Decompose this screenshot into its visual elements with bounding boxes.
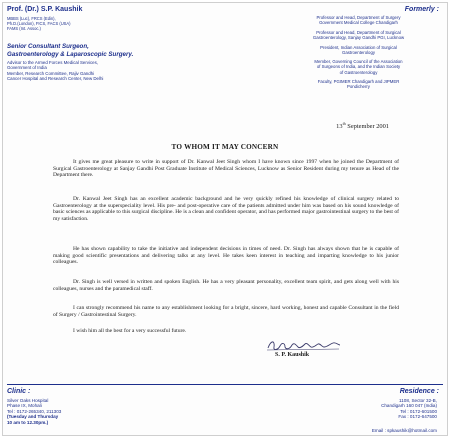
- former-position: [276, 59, 441, 74]
- clinic-label: Clinic :: [7, 388, 31, 395]
- former-position: [276, 30, 441, 40]
- former-line: of Gastroenterology: [339, 69, 378, 75]
- specialty-line: Senior Consultant Surgeon,: [7, 43, 89, 50]
- role-line: Advisor to the Armed Forces Medical Services,: [7, 60, 99, 65]
- former-line: Pondicherry: [347, 84, 370, 90]
- residence-address: [381, 398, 437, 420]
- clinic-line: Silver Oaks Hospital: [7, 398, 49, 403]
- formerly-list: [276, 15, 441, 94]
- former-line: Gastroenterology: [342, 49, 375, 55]
- former-line: Government Medical College Chandigarh: [319, 20, 398, 26]
- body-paragraph: [53, 328, 399, 335]
- paragraph-text: Dr. Singh is well versed in written and spoken English. He has a very pleasant personality, excellent team spirit, and gets along well with his colleagues, nurses and the paramedical staff.: [53, 279, 399, 292]
- former-line: Member, Governing Council of the Association: [314, 59, 403, 65]
- former-line: President, Indian Association of Surgical: [320, 44, 397, 50]
- paragraph-text: I can strongly recommend his name to any establishment looking for a bright, sincere, hard working, honest and capable Consultant in the field of Surgery / Gastrointestinal Surgery.: [53, 305, 399, 318]
- letter-page: [2, 2, 448, 436]
- residence-line: 1108, Sector 32-B,: [399, 398, 437, 403]
- current-roles: [7, 60, 187, 82]
- specialty-titles: [7, 43, 133, 59]
- body-paragraph: [53, 279, 399, 292]
- paragraph-text: Dr. Kanwal Jeet Singh has an excellent academic background and he very quickly refined his knowledge of clinical surgery related to Gastroenterology at the superspeciality level. His pre- and post-operative care of the patients admitted under him was based on his sound knowledge of basic sciences as applicable to this surgical discipline. He is a clean and confident operator, and has performed major gastrointestinal surgery to the best of my satisfaction.: [53, 196, 399, 222]
- role-line: Government of India: [7, 65, 47, 71]
- letter-subject: TO WHOM IT MAY CONCERN: [171, 143, 279, 151]
- qualification-line: MBBS (Luc), FRCS (Edin),: [7, 16, 56, 21]
- clinic-timing-line: (Tuesday and Thursday: [7, 414, 59, 420]
- former-line: Professor and Head, Department of Surgery: [316, 15, 401, 20]
- signature: [265, 337, 343, 353]
- former-position: [276, 79, 441, 89]
- role-line: Cancer Hospital and Research Center, New Delhi: [7, 76, 104, 82]
- footer-divider: [7, 384, 443, 385]
- body-paragraph: [53, 196, 399, 222]
- residence-label: Residence :: [399, 388, 439, 395]
- residence-line: Chandigarh 160 047 (India): [381, 403, 437, 409]
- body-paragraph: [53, 305, 399, 318]
- specialty-line: Gastroenterology & Laparoscopic Surgery.: [7, 51, 134, 58]
- residence-line: Fax : 0172-647500: [398, 414, 437, 420]
- role-line: Member, Research Committee, Rajiv Gandhi: [7, 70, 95, 76]
- qualifications: [7, 16, 70, 32]
- paragraph-text: I wish him all the best for a very successful future.: [73, 328, 187, 334]
- letter-date: [336, 121, 389, 130]
- formerly-label: Formerly :: [404, 6, 439, 13]
- former-line: of Surgeons of India, and the Indian Society: [316, 64, 401, 70]
- email-address: Email : spkaushik@hotmail.com: [371, 428, 437, 433]
- clinic-line: Tel : 0172-265340, 211303: [7, 408, 62, 414]
- date-month-year: September 2001: [345, 123, 389, 131]
- clinic-line: Phase IX, Mohali: [7, 403, 42, 409]
- clinic-address: [7, 398, 61, 425]
- residence-line: Tel : 0172-601500: [400, 408, 437, 414]
- doctor-name: Prof. (Dr.) S.P. Kaushik: [7, 6, 83, 13]
- clinic-timing-line: 10 am to 12.30pm.): [7, 419, 49, 425]
- body-paragraph: [53, 159, 399, 179]
- former-line: Gastroenterology, Sanjay Gandhi PGI, Lucknow: [312, 34, 405, 40]
- former-line: Professor and Head, Department of Surgical: [316, 29, 401, 35]
- date-suffix: th: [342, 121, 346, 126]
- paragraph-text: It gives me great pleasure to write in support of Dr. Kanwal Jeet Singh whom I have known since 1997 when he joined the Department of Surgical Gastroenterology at Sanjay Gandhi Post Graduate Institute of Medical Sciences, Lucknow as Senior Resident during my tenure as Head of the Department there.: [53, 159, 399, 179]
- former-position: [276, 45, 441, 55]
- former-line: Faculty, PGIMER Chandigarh and JIPMER: [317, 79, 400, 85]
- former-position: [276, 15, 441, 25]
- qualification-line: FAMS (Int. Assoc.): [7, 26, 41, 32]
- signatory-name: S. P. Kaushik: [275, 352, 310, 358]
- body-paragraph: [53, 246, 399, 266]
- date-day: 13: [336, 123, 343, 131]
- paragraph-text: He has shown capability to take the initiative and independent decisions in times of need. Dr. Singh has always shown that he is capable of making good scientific presentations and delivering talks at any level. He takes keen interest in teaching and imparting knowledge to his junior colleagues.: [53, 246, 399, 266]
- qualification-line: Ph.D.(London), FICS, FACS (USA): [7, 21, 71, 27]
